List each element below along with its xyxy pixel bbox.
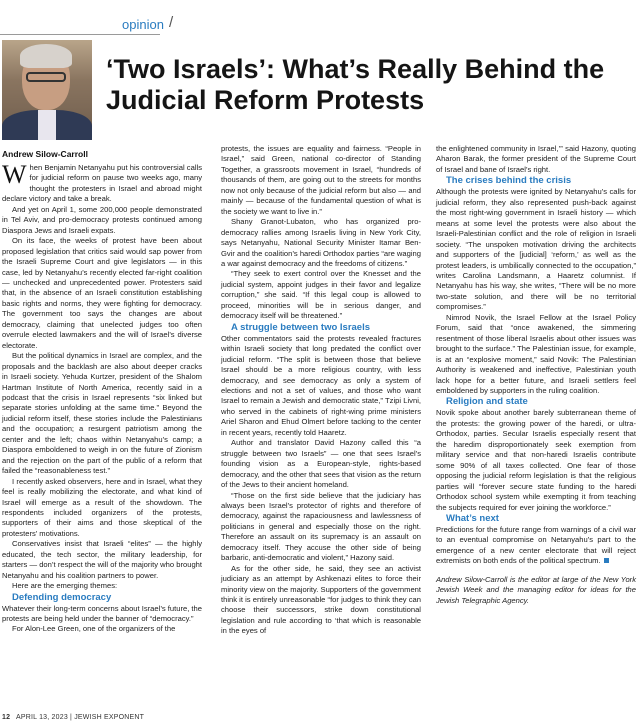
paragraph: Conservatives insist that Israeli “elites” — the highly educated, the tech sector, the military leadership, for starters — don’t respect the will of the majority who brought Netanyahu and his coalition partners to power. <box>2 539 202 580</box>
paragraph: As for the other side, he said, they see an activist judiciary as an attempt by Ashkenazi elites to force their minority view on the majority. Supporters of the government think it is entirely unreasonable “for judges to think they can choose their successors, strike down constitutional legislation and rule according to ‘that which is reasonable in the eyes of <box>221 563 421 636</box>
paragraph: “Those on the first side believe that the judiciary has always been Israel’s protector of rights and therefore of democracy, against the rapaciousness and lawlessness of politicians in general and especially those on the right. Therefore an assault on its supremacy is an assault on democracy itself. They accuse the other side of being barbaric, anti-democratic and violent,” Hazony said. <box>221 490 421 563</box>
paragraph: Novik spoke about another barely subterranean theme of the protests: the growing power of the haredi, or ultra-Orthodox, parties. Secular Israelis especially resent that the haredim disproportionately seek exemption from military service and that non-haredi Israelis contribute some 90% of all taxes collected. One fear of those opposing the judicial reform legislation is that the religious parties will “forever secure state funding to the haredi Orthodox school system while exempting it from teaching the subjects required for ever joining the workforce.” <box>436 408 636 512</box>
header-rule <box>0 34 160 35</box>
photo-hair <box>20 44 72 68</box>
drop-cap: W <box>2 160 27 189</box>
paragraph <box>2 160 202 205</box>
footer-text: APRIL 13, 2023 | JEWISH EXPONENT <box>15 714 145 721</box>
article-column-1 <box>2 160 202 635</box>
paragraph: For Alon-Lee Green, one of the organizers of the <box>12 624 176 634</box>
photo-shirt <box>38 110 56 140</box>
paragraph: Although the protests were ignited by Netanyahu’s calls for judicial reform, they also represented push-back against the most right-wing government in Israeli history — which means at some level the protests were also about the Israeli-Palestinian conflict and the role of religion in Israeli society. “The unspoken motivation driving the architects and supporters of the [judicial] ‘reform,’ as well as the protest leaders, is umbilically connected to the occupation,” writes Carolina Landsmann, a Haaretz columnist. If Netanyahu has his way, she writes, “There will be no more two-state solution, and there will be no territorial compromises.” <box>436 187 636 312</box>
paragraph: protests, the issues are equality and fairness. “People in Israel,” said Green, national co-director of Standing Together, a grassroots movement in Israel, “hundreds of thousands of them, are going out to the streets for months now not only because of the judicial reform but also — and mainly — because of the fundamental question of what is the society we want to live in.” <box>221 144 421 216</box>
paragraph <box>436 525 636 567</box>
section-tag: opinion <box>122 17 164 32</box>
paragraph: Other commentators said the protests revealed fractures within Israeli society that long predated the conflict over judicial reform. “The split is between those that believe Israel should be a more religious country, with less democracy, and see democracy as only a system of elections and not a set of values, and those who want Israel to remain a Jewish and democratic state,” Tzipi Livni, who served in the cabinets of right-wing prime ministers Ariel Sharon and Ehud Olmert before tacking to the center in recent years, recently told Haaretz. <box>221 333 421 437</box>
paragraph: Shany Granot-Lubaton, who has organized pro-democracy rallies among Israelis living in New York City, says Netanyahu, National Security Minister Itamar Ben-Gvir and the coalition’s haredi Orthodox parties “are waging a war against democracy and the freedoms of citizens.” <box>221 217 421 268</box>
author-photo <box>2 40 92 140</box>
end-mark-icon <box>604 558 609 563</box>
paragraph: On its face, the weeks of protest have been about proposed legislation that critics said would sap power from the Israeli Supreme Court and give legislators — in this case, led by Netanyahu’s recently elected far-right coalition — unchecked and unprecedented power. Protesters said that, in the absence of an Israeli constitution establishing basic rights and norms, they were fighting for democracy. The government too says the changes are about democracy, claiming that unelected judges too often overrule elected lawmakers and the will of Israel’s diverse electorate. <box>2 236 202 350</box>
author-bio: Andrew Silow-Carroll is the editor at large of the New York Jewish Week and the managing editor for ideas for the Jewish Telegraphic Agency. <box>436 574 636 605</box>
paragraph: Whatever their long-term concerns about Israel’s future, the protests are being held under the banner of “democracy.” <box>2 603 202 624</box>
headline: ‘Two Israels’: What’s Really Behind the Judicial Reform Protests <box>106 54 605 115</box>
article-column-2 <box>221 144 421 637</box>
paragraph: Here are the emerging themes: <box>12 581 118 591</box>
subhead: What’s next <box>446 512 499 524</box>
article-column-3 <box>436 144 636 606</box>
photo-glasses <box>26 72 66 82</box>
subhead: Defending democracy <box>12 591 112 603</box>
paragraph-text: hen Benjamin Netanyahu put his controversial calls for judicial reform on pause two weeks ago, many thought the protesters in Israel and abroad might declare victory and take a break. <box>2 163 202 204</box>
byline: Andrew Silow-Carroll <box>2 149 88 159</box>
page-footer <box>2 714 144 721</box>
subhead: A struggle between two Israels <box>231 321 371 333</box>
paragraph: Nimrod Novik, the Israel Fellow at the Israel Policy Forum, said that “once awakened, the simmering resentment of those liberal Israelis about other issues was brought to the surface.” The Palestinian issue, for example, is at an “explosive moment,” said Novik: The Palestinian Authority is weakened and ineffective, Palestinian youth lack hope for a better future, and Israeli settlers feel emboldened by supporters in the ruling coalition. <box>436 312 636 395</box>
subhead: Religion and state <box>446 396 528 408</box>
subhead: The crises behind the crisis <box>446 175 572 187</box>
paragraph: Author and translator David Hazony called this “a struggle between two Israels” — one that sees Israel’s founding vision as a European-style, rights-based democracy, and the other that sees that vision as the return of the Jews to their ancient homeland. <box>221 438 421 490</box>
paragraph: “They seek to exert control over the Knesset and the judicial system, appoint judges in their favor and legalize corruption,” she said. “If this legal coup is allowed to proceed, minorities will be in serious danger, and democracy itself will be threatened.” <box>221 269 421 321</box>
page-number: 12 <box>2 714 11 721</box>
paragraph-text: Predictions for the future range from warnings of a civil war to an eventual compromise on Netanyahu’s part to the emergence of a new center electorate that will reject extremists on both ends of the political spectrum. <box>436 524 636 566</box>
section-tag-slash: / <box>169 14 174 31</box>
paragraph: And yet on April 1, some 200,000 people demonstrated in Tel Aviv, and pro-democracy protests continued among Diaspora Jews and Israeli expats. <box>2 204 202 235</box>
paragraph: I recently asked observers, here and in Israel, what they feel is really mobilizing the electorate, and what kind of Israel will emerge as a result of the showdown. The respondents included organizers of the protests, supporters of their aims and those skeptical of the protesters’ motivations. <box>2 476 202 538</box>
paragraph: But the political dynamics in Israel are complex, and the proposals and the backlash are also about deeper cracks in Israeli society. Yehuda Kurtzer, president of the Shalom Hartman Institute of North America, recently said in a podcast that the crisis in Israel represents “six linked but separate stories unfolding at the same time.” Beyond the judicial reform itself, these stories include the Palestinians and the occupation; a resurgent patriotism among the center and the left; chaos within Netanyahu’s camp; a Diaspora emboldened to weigh in on the future of Zionism and the rejection on the part of the public of a reform that failed the “reasonableness test.” <box>2 351 202 476</box>
paragraph: the enlightened community in Israel,’” said Hazony, quoting Aharon Barak, the former president of the Supreme Court of Israel and bane of Israel’s right. <box>436 144 636 174</box>
